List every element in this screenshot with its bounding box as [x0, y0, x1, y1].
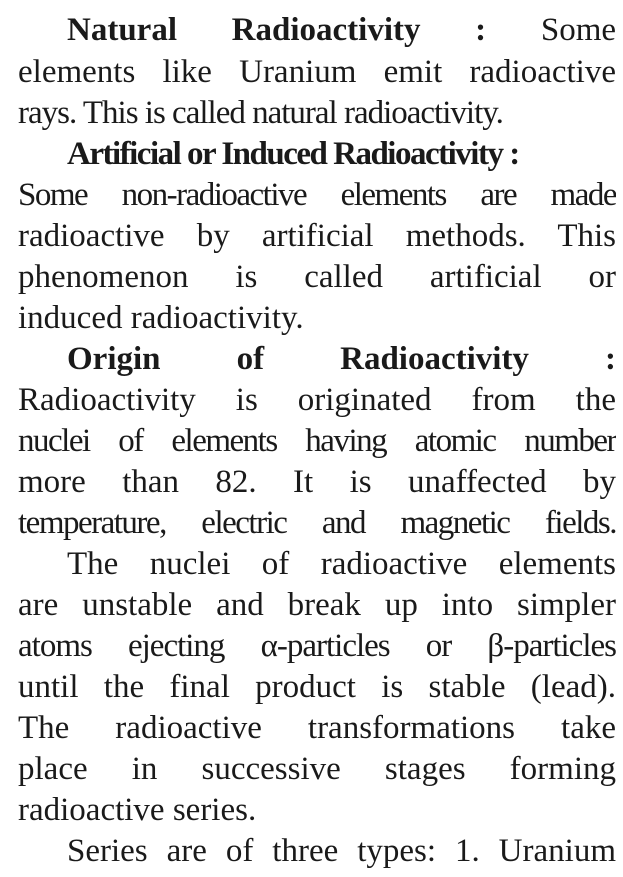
body-text: Radioactivity is originated from the	[18, 382, 616, 418]
paragraph-line	[18, 52, 616, 93]
body-text: are unstable and break up into simpler	[18, 587, 616, 623]
paragraph-line	[67, 831, 616, 872]
body-text: The nuclei of radioactive elements	[67, 546, 616, 582]
body-text: Some non-radioactive elements are made	[18, 177, 616, 213]
section-heading-natural-radioactivity: Natural Radioactivity :	[67, 12, 487, 48]
paragraph-line	[18, 298, 616, 339]
paragraph-line	[18, 790, 616, 831]
paragraph-line	[67, 10, 616, 51]
body-text: Some	[540, 12, 616, 48]
body-text: temperature, electric and magnetic fields.	[18, 505, 616, 541]
body-text: place in successive stages forming	[18, 751, 616, 787]
body-text: phenomenon is called artificial or	[18, 259, 616, 295]
paragraph-line	[67, 134, 616, 175]
body-text: induced radioactivity.	[18, 300, 304, 336]
paragraph-line	[18, 667, 616, 708]
body-text: Series are of three types: 1. Uranium	[67, 833, 616, 869]
body-text: rays. This is called natural radioactivity.	[18, 95, 503, 131]
paragraph-line	[18, 257, 616, 298]
paragraph-line	[18, 585, 616, 626]
section-heading-origin-of-radioactivity: Origin of Radioactivity :	[67, 341, 616, 377]
body-text: until the final product is stable (lead).	[18, 669, 616, 705]
paragraph-line	[18, 626, 616, 667]
body-text: elements like Uranium emit radioactive	[18, 54, 616, 90]
paragraph-line	[18, 175, 616, 216]
paragraph-line	[67, 544, 616, 585]
body-text: more than 82. It is unaffected by	[18, 464, 616, 500]
paragraph-line	[18, 93, 616, 134]
paragraph-line	[18, 708, 616, 749]
paragraph-line	[18, 503, 616, 544]
body-text: radioactive by artificial methods. This	[18, 218, 616, 254]
paragraph-line	[18, 421, 616, 462]
paragraph-line	[18, 380, 616, 421]
section-heading-artificial-radioactivity: Artificial or Induced Radioactivity :	[67, 136, 519, 172]
body-text: radioactive series.	[18, 792, 257, 828]
body-text: atoms ejecting α-particles or β-particles	[18, 628, 616, 664]
body-text: nuclei of elements having atomic number	[18, 423, 616, 459]
paragraph-line	[18, 216, 616, 257]
body-text: The radioactive transformations take	[18, 710, 616, 746]
paragraph-line	[18, 462, 616, 503]
paragraph-line	[18, 749, 616, 790]
paragraph-line	[67, 339, 616, 380]
